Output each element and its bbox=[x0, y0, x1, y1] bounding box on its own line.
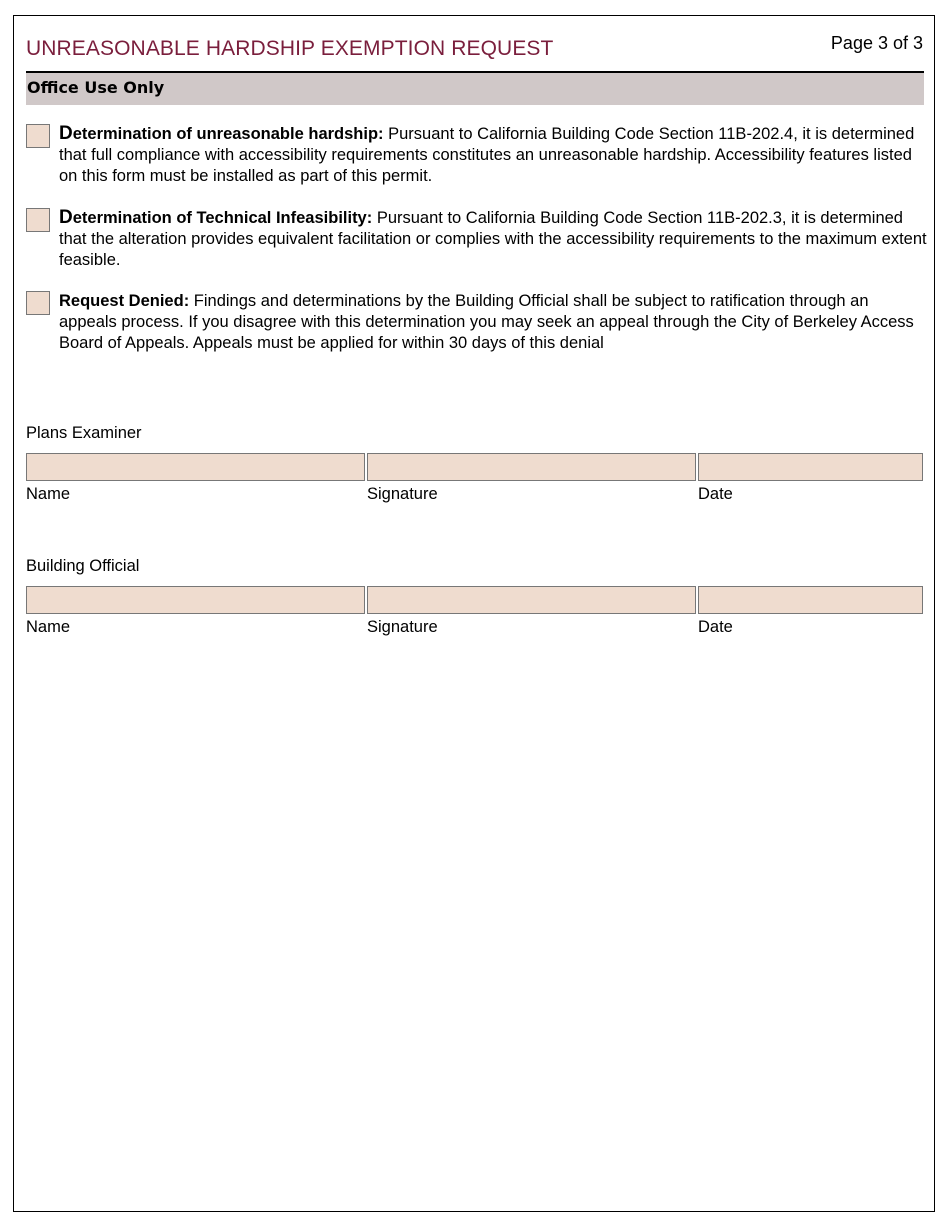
technical-infeasibility-checkbox[interactable] bbox=[26, 208, 50, 232]
determination-label: Request Denied: bbox=[59, 292, 190, 310]
determination-label: etermination of Technical Infeasibility: bbox=[72, 209, 373, 227]
determination-body: Findings and determinations by the Building Official shall be subject to ratification through an appeals process. If you disagree with this determination you may seek an appeal through the City of Berkeley Access Board of Appeals. Appeals must be applied for within 30 days of this denial bbox=[59, 292, 914, 352]
determination-body: Pursuant to California Building Code Section 11B-202.4, it is determined that full compliance with accessibility requirements constitutes an unreasonable hardship. Accessibility features listed on this form must be installed as part of this permit. bbox=[59, 125, 915, 185]
plans-examiner-name-field[interactable] bbox=[26, 453, 365, 481]
page-number: Page 3 of 3 bbox=[830, 33, 923, 53]
name-caption: Name bbox=[26, 618, 71, 636]
determination-text bbox=[59, 124, 927, 186]
determination-text bbox=[59, 208, 927, 270]
plans-examiner-date-field[interactable] bbox=[698, 453, 923, 481]
date-caption: Date bbox=[698, 618, 733, 636]
building-official-name-field[interactable] bbox=[26, 586, 365, 614]
section-heading: Office Use Only bbox=[27, 78, 165, 97]
plans-examiner-signature-field[interactable] bbox=[367, 453, 696, 481]
building-official-label: Building Official bbox=[26, 557, 140, 575]
hardship-checkbox[interactable] bbox=[26, 124, 50, 148]
form-title: UNREASONABLE HARDSHIP EXEMPTION REQUEST bbox=[26, 37, 554, 60]
plans-examiner-label: Plans Examiner bbox=[26, 424, 142, 442]
building-official-signature-field[interactable] bbox=[367, 586, 696, 614]
office-use-section-bar bbox=[26, 73, 924, 105]
request-denied-checkbox[interactable] bbox=[26, 291, 50, 315]
determination-text bbox=[59, 291, 927, 353]
signature-caption: Signature bbox=[367, 618, 438, 636]
determination-label-initial: D bbox=[59, 123, 73, 144]
determination-label: etermination of unreasonable hardship: bbox=[72, 125, 384, 143]
date-caption: Date bbox=[698, 485, 733, 503]
building-official-date-field[interactable] bbox=[698, 586, 923, 614]
signature-caption: Signature bbox=[367, 485, 438, 503]
name-caption: Name bbox=[26, 485, 71, 503]
determination-label-initial: D bbox=[59, 207, 73, 228]
determination-body: Pursuant to California Building Code Section 11B-202.3, it is determined that the alteration provides equivalent facilitation or complies with the accessibility requirements to the maximum extent feasible. bbox=[59, 209, 927, 269]
